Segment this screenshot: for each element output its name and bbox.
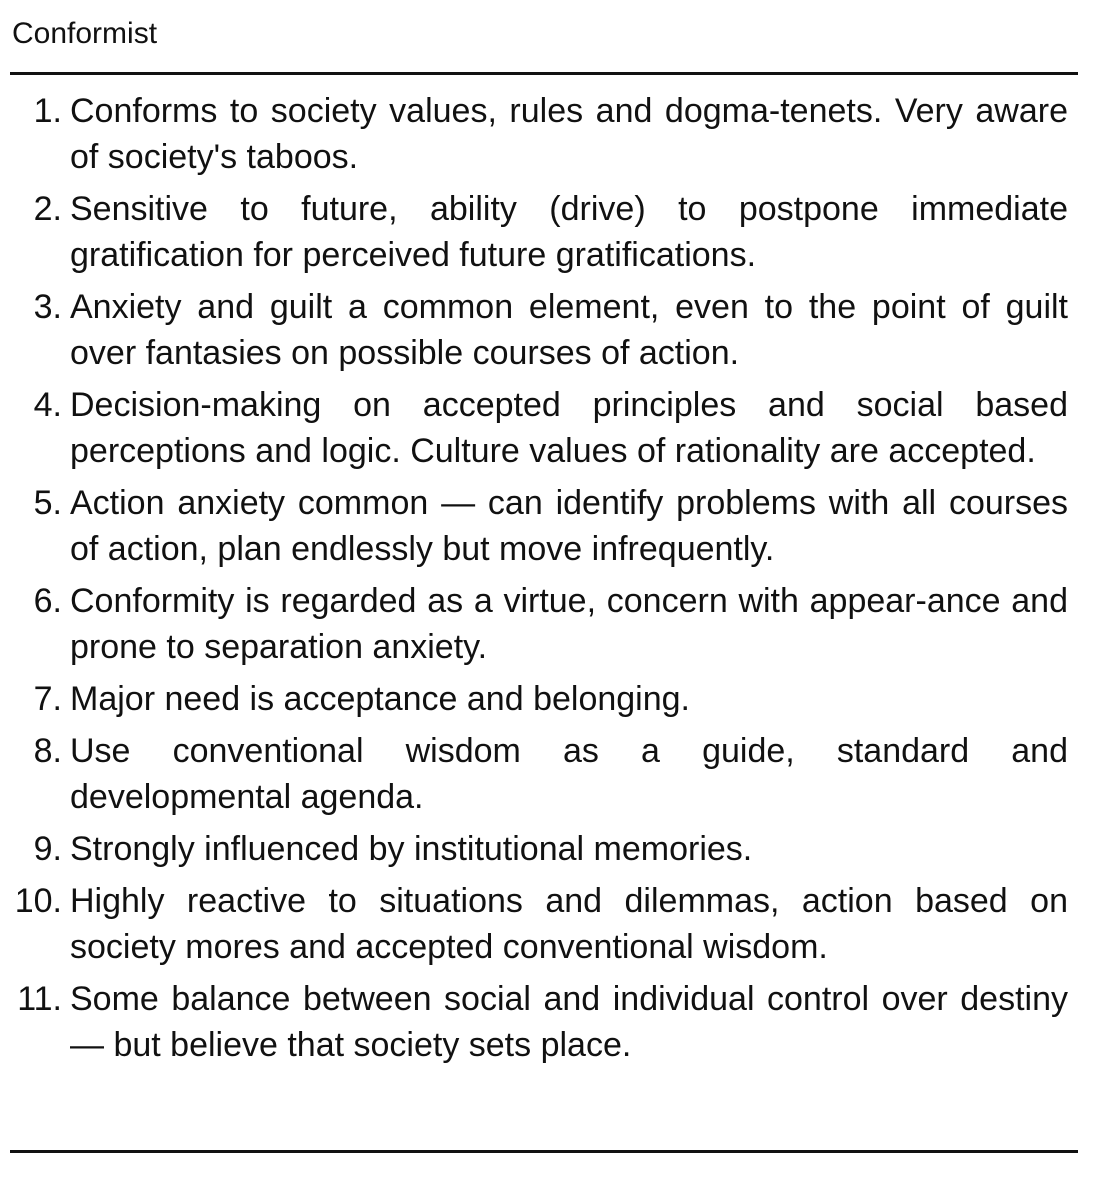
item-text: Use conventional wisdom as a guide, standard and developmental agenda. xyxy=(70,732,1068,816)
item-text: Decision-making on accepted principles and social based perceptions and logic. Culture values of rationality are accepted. xyxy=(70,386,1068,470)
item-number: 1. xyxy=(33,92,62,130)
item-text: Major need is acceptance and belonging. xyxy=(70,680,690,718)
item-number: 6. xyxy=(33,582,62,620)
item-text: Highly reactive to situations and dilemmas, action based on society mores and accepted conventional wisdom. xyxy=(70,882,1068,966)
item-number: 3. xyxy=(33,288,62,326)
list-item xyxy=(0,826,1099,872)
item-text: Conforms to society values, rules and dogma-tenets. Very aware of society's taboos. xyxy=(70,92,1068,176)
item-text: Strongly influenced by institutional memories. xyxy=(70,830,753,868)
item-text: Anxiety and guilt a common element, even to the point of guilt over fantasies on possible courses of action. xyxy=(70,288,1068,372)
top-rule xyxy=(10,72,1078,75)
list-item xyxy=(0,480,1099,572)
item-number: 7. xyxy=(33,680,62,718)
item-text: Sensitive to future, ability (drive) to postpone immediate gratification for perceived future gratifications. xyxy=(70,190,1068,274)
item-text: Conformity is regarded as a virtue, concern with appear-ance and prone to separation anxiety. xyxy=(70,582,1068,666)
list-item xyxy=(0,676,1099,722)
list-item xyxy=(0,728,1099,820)
item-text: Some balance between social and individual control over destiny — but believe that society sets place. xyxy=(70,980,1068,1064)
item-number: 4. xyxy=(33,386,62,424)
list-item xyxy=(0,878,1099,970)
list-item xyxy=(0,186,1099,278)
list-item xyxy=(0,382,1099,474)
item-number: 11. xyxy=(17,980,62,1018)
list-item xyxy=(0,578,1099,670)
list-item xyxy=(0,284,1099,376)
item-number: 9. xyxy=(33,830,62,868)
section-title: Conformist xyxy=(12,17,158,50)
item-number: 5. xyxy=(33,484,62,522)
list-item xyxy=(0,88,1099,180)
characteristics-list xyxy=(0,88,1099,1074)
item-number: 10. xyxy=(14,882,62,920)
item-text: Action anxiety common — can identify problems with all courses of action, plan endlessly but move infrequently. xyxy=(70,484,1068,568)
item-number: 8. xyxy=(33,732,62,770)
list-item xyxy=(0,976,1099,1068)
item-number: 2. xyxy=(33,190,62,228)
bottom-rule xyxy=(10,1150,1078,1153)
